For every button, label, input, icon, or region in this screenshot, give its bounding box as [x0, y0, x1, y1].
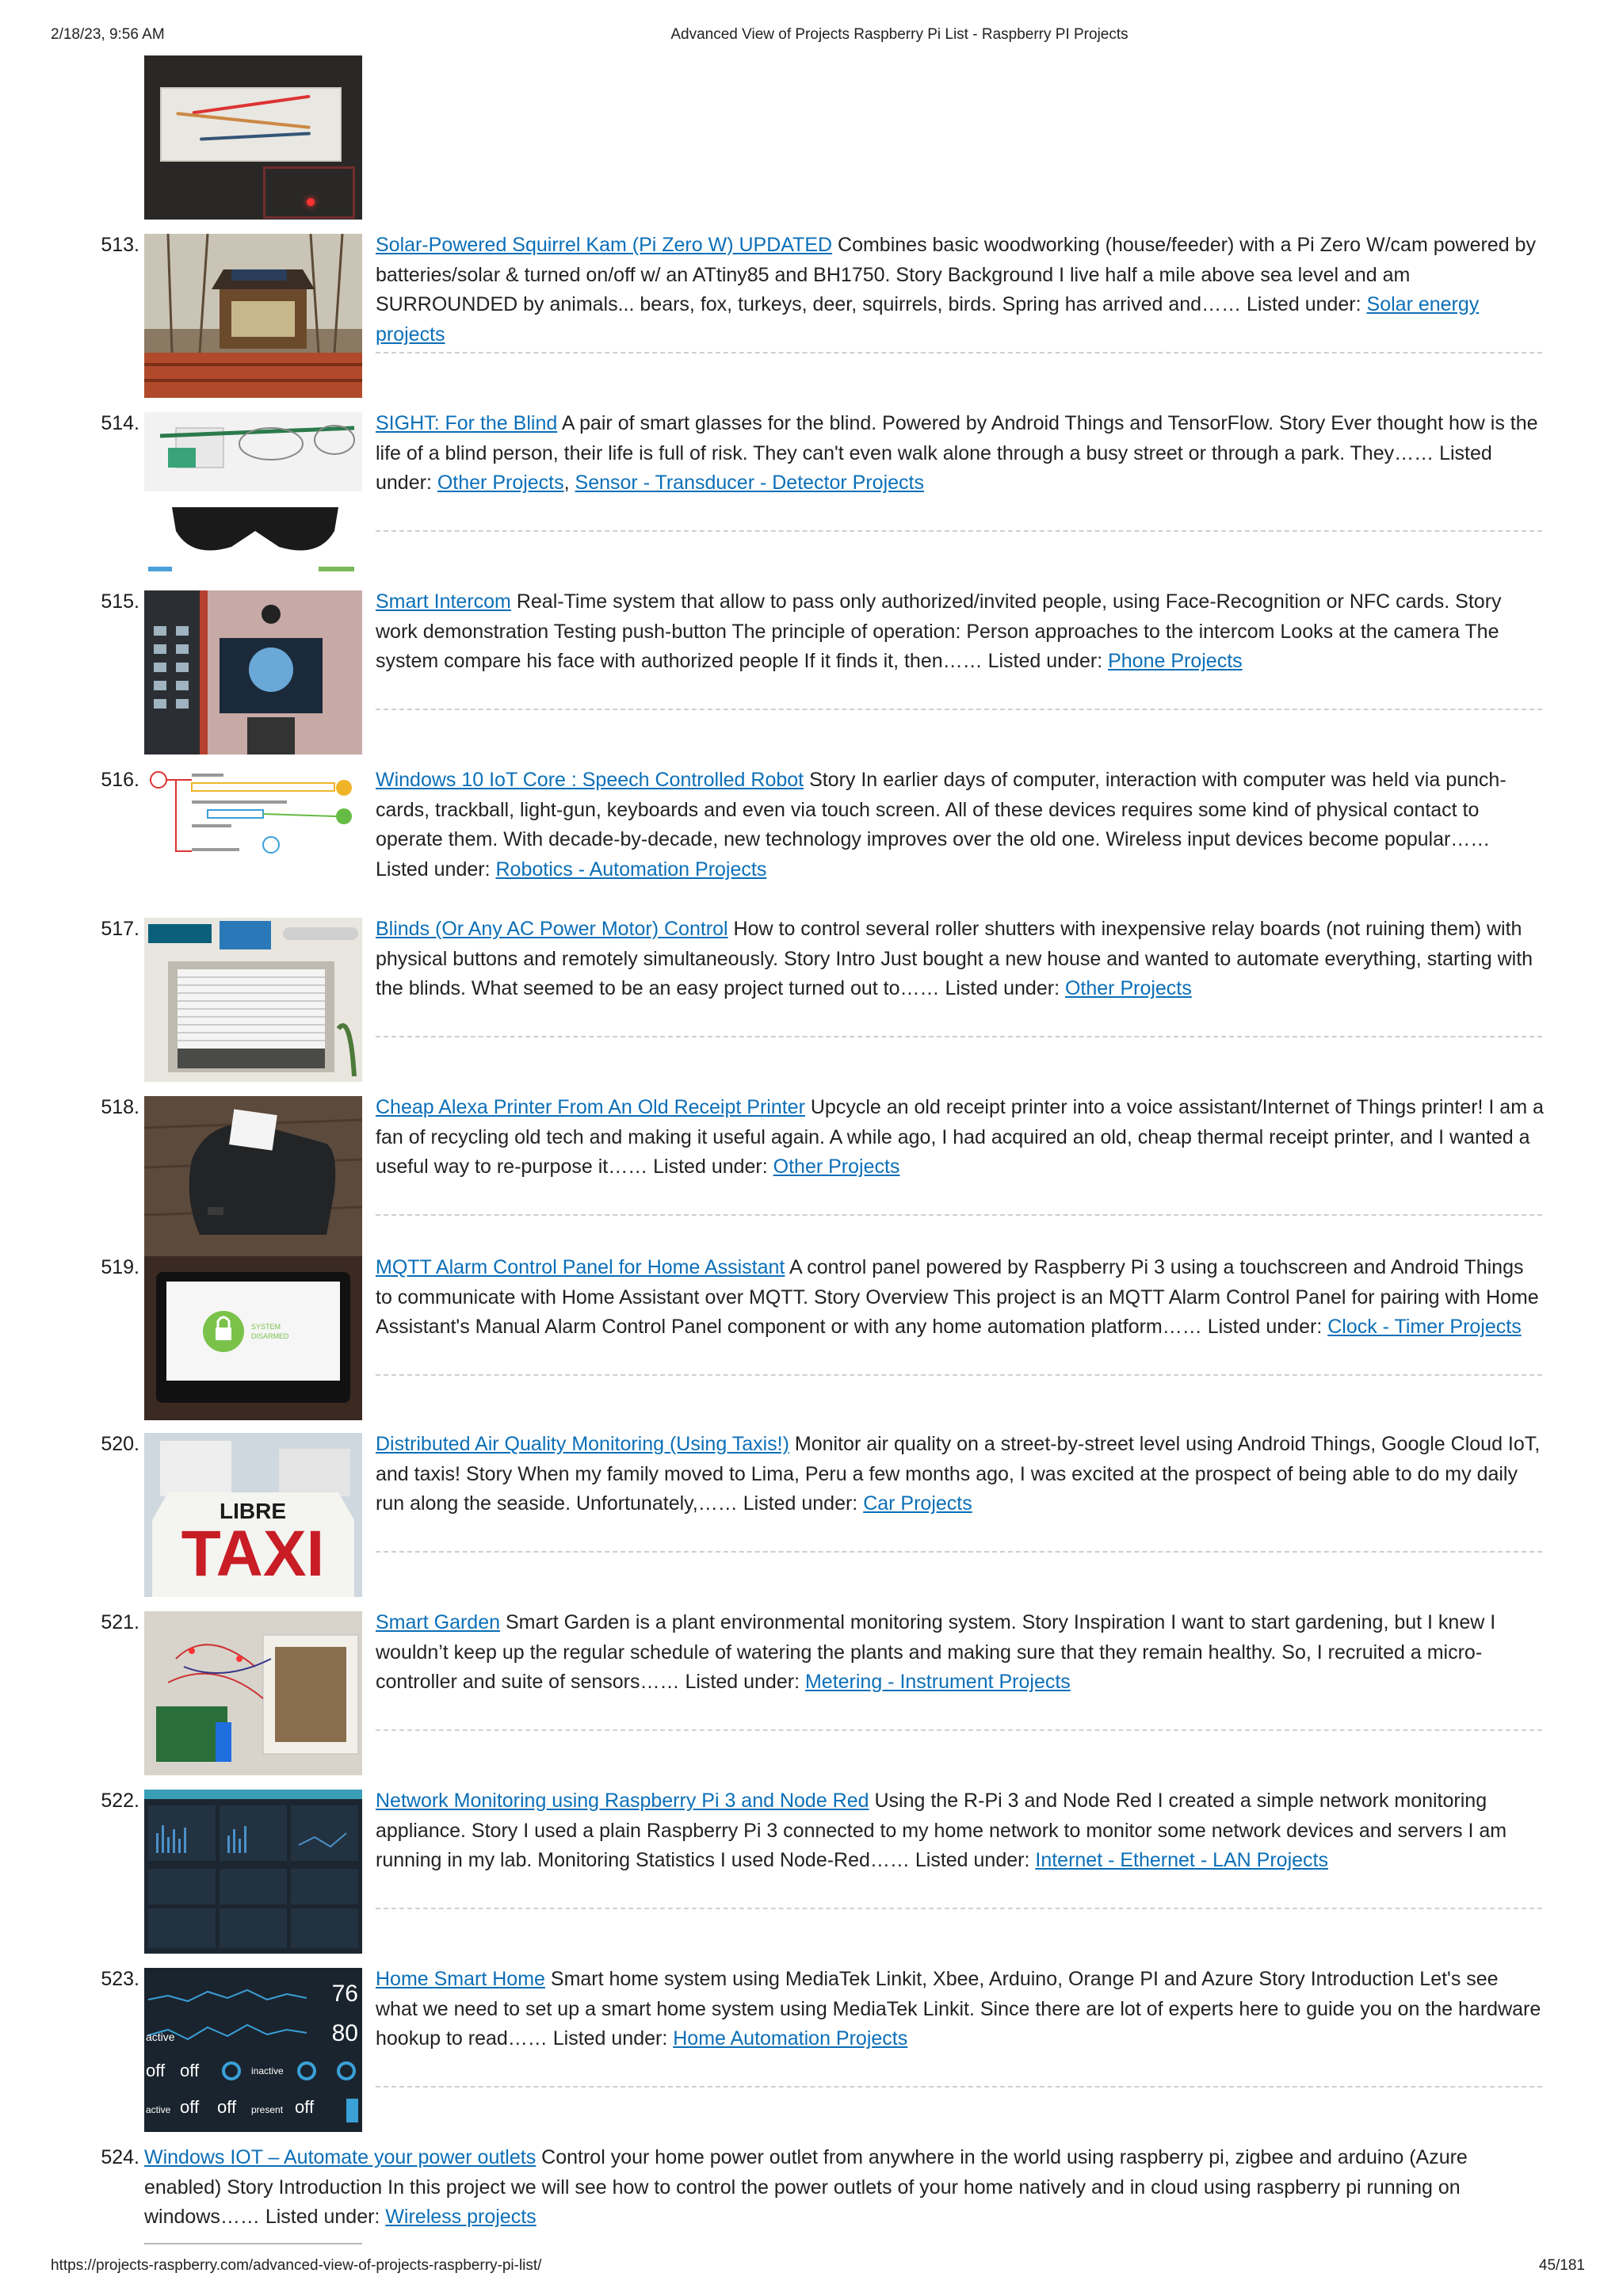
item-description: Monitor air quality on a street-by-street level using Android Things, Google Cloud IoT, and taxis! Story When my family moved to Lima, Peru a few months ago, I was excited at the prospect of being able to do my daily run along the seaside. Unfortunately,…… [376, 1433, 1541, 1515]
divider [144, 2243, 362, 2244]
taxi-top-text: LIBRE [220, 1499, 286, 1523]
print-title: Advanced View of Projects Raspberry Pi List - Raspberry PI Projects [670, 26, 1128, 43]
item-title-link[interactable]: Smart Intercom [376, 590, 511, 613]
category-link[interactable]: Wireless projects [385, 2206, 537, 2228]
item-number: 521. [101, 1611, 139, 1633]
print-page-number: 45/181 [1538, 2257, 1585, 2274]
dash-active-label: active [146, 2104, 171, 2115]
listed-under-label: Listed under: [1207, 1316, 1323, 1338]
item-title-link[interactable]: Windows IOT – Automate your power outlets [144, 2146, 537, 2168]
item-number: 522. [101, 1790, 139, 1812]
dash-value-76: 76 [331, 1981, 358, 2007]
item-number: 519. [101, 1256, 139, 1278]
thumbnail-receipt-printer[interactable] [144, 1096, 362, 1260]
category-link[interactable]: Home Automation Projects [673, 2027, 908, 2050]
item-title-link[interactable]: Cheap Alexa Printer From An Old Receipt Printer [376, 1096, 805, 1118]
dash-off-label: off [146, 2061, 166, 2080]
item-divider [376, 352, 1542, 353]
thumbnail-blinds-control[interactable] [144, 918, 362, 1082]
item-description: Smart home system using MediaTek Linkit, Xbee, Arduino, Orange PI and Azure Story Introduction Let's see what we need to set up a smart home system using MediaTek Linkit. Since there are lot of experts here to guide you on the hardware hookup to read…… [376, 1968, 1541, 2050]
item-divider [376, 709, 1542, 710]
item-divider [376, 1374, 1542, 1376]
item-title-link[interactable]: MQTT Alarm Control Panel for Home Assistant [376, 1256, 785, 1278]
listed-under-label: Listed under: [552, 2027, 668, 2050]
thumbnail-home-smart-home[interactable] [144, 1968, 362, 2132]
item-description: Smart Garden is a plant environmental monitoring system. Story Inspiration I want to start gardening, but I knew I wouldn’t keep up the regular schedule of watering the plants and making sure that they remain healthy. So, I recruited a micro-controller and suite of sensors…… [376, 1611, 1496, 1693]
listed-under-label: Listed under: [945, 977, 1060, 999]
dash-active-label: active [146, 2030, 175, 2043]
item-number: 523. [101, 1968, 139, 1990]
item-description: Real-Time system that allow to pass only authorized/invited people, using Face-Recognition or NFC cards. Story work demonstration Testing push-button The principle of operation: Person approaches to the intercom Looks at the camera The system compare his face with authorized people If it finds it, then…… [376, 590, 1502, 672]
category-link[interactable]: Internet - Ethernet - LAN Projects [1035, 1849, 1328, 1871]
dash-inactive-label: inactive [251, 2065, 284, 2076]
item-number: 516. [101, 769, 139, 791]
thumbnail-smart-intercom[interactable] [144, 590, 362, 755]
item-divider [376, 1908, 1542, 1909]
category-link[interactable]: Solar energy projects [376, 293, 1480, 346]
mqtt-status-text: SYSTEM [251, 1323, 281, 1331]
thumbnail-network-monitoring[interactable] [144, 1790, 362, 1954]
listed-under-label: Listed under: [987, 650, 1103, 672]
item-divider [376, 1551, 1542, 1553]
category-link[interactable]: Sensor - Transducer - Detector Projects [575, 472, 924, 494]
thumbnail-speech-robot-diagram[interactable] [144, 769, 362, 872]
item-number: 517. [101, 918, 139, 940]
item-description: Upcycle an old receipt printer into a voice assistant/Internet of Things printer! I am a fan of recycling old tech and making it useful again. A while ago, I had acquired an old, cheap thermal receipt printer, and I wanted a useful way to re-purpose it…… [376, 1096, 1544, 1178]
listed-under-label: Listed under: [265, 2206, 380, 2228]
item-description: Control your home power outlet from anywhere in the world using raspberry pi, zigbee and arduino (Azure enabled) Story Introduction In this project we will see how to control the power outlets of your home natively and in cloud using raspberry pi running on windows…… [144, 2146, 1468, 2228]
category-link[interactable]: Clock - Timer Projects [1327, 1316, 1522, 1338]
item-description: Combines basic woodworking (house/feeder) with a Pi Zero W/cam powered by batteries/solar & turned on/off w/ an ATtiny85 and BH1750. Story Background I live half a mile above sea level and am SURROUNDED by animals... bears, fox, turkeys, deer, squirrels, birds. Spring has arrived and…… [376, 234, 1536, 315]
category-link[interactable]: Phone Projects [1108, 650, 1243, 672]
listed-under-label: Listed under: [653, 1156, 768, 1178]
item-title-link[interactable]: Smart Garden [376, 1611, 501, 1633]
item-number: 513. [101, 234, 139, 256]
item-title-link[interactable]: SIGHT: For the Blind [376, 412, 558, 434]
item-title-link[interactable]: Blinds (Or Any AC Power Motor) Control [376, 918, 728, 940]
listed-under-label: Listed under: [376, 441, 1492, 494]
thumbnail-sight-glasses[interactable] [144, 412, 362, 576]
item-title-link[interactable]: Windows 10 IoT Core : Speech Controlled Robot [376, 769, 804, 791]
print-url: https://projects-raspberry.com/advanced-view-of-projects-raspberry-pi-list/ [51, 2257, 542, 2274]
item-title-link[interactable]: Distributed Air Quality Monitoring (Using Taxis!) [376, 1433, 789, 1455]
item-description: Using the R-Pi 3 and Node Red I created a simple network monitoring appliance. Story I used a plain Raspberry Pi 3 connected to my home network to monitor some network devices and servers I am running in my lab. Monitoring Statistics I used Node-Red…… [376, 1790, 1507, 1871]
item-description: A control panel powered by Raspberry Pi 3 using a touchscreen and Android Things to communicate with Home Assistant over MQTT. Story Overview This project is an MQTT Alarm Control Panel for pairing with Home Assistant's Manual Alarm Control Panel component or with any home automation platform…… [376, 1256, 1539, 1338]
listed-under-label: Listed under: [915, 1849, 1030, 1871]
item-number: 524. [101, 2146, 139, 2168]
item-number: 520. [101, 1433, 139, 1455]
item-number: 515. [101, 590, 139, 613]
category-link[interactable]: Other Projects [1064, 977, 1192, 999]
item-divider [376, 1036, 1542, 1037]
category-link[interactable]: Robotics - Automation Projects [495, 858, 767, 881]
category-link[interactable]: Other Projects [437, 472, 564, 494]
item-number: 518. [101, 1096, 139, 1118]
thumbnail-mqtt-alarm-panel[interactable] [144, 1256, 362, 1420]
thumbnail-smart-garden[interactable] [144, 1611, 362, 1775]
item-divider [376, 2086, 1542, 2088]
listed-under-label: Listed under: [1247, 293, 1361, 315]
dash-off-label: off [180, 2097, 200, 2117]
dash-value-80: 80 [331, 2020, 358, 2046]
print-header [0, 26, 1623, 50]
item-divider [376, 530, 1542, 532]
taxi-main-text: TAXI [181, 1518, 325, 1590]
item-title-link[interactable]: Home Smart Home [376, 1968, 545, 1990]
item-title-link[interactable]: Solar-Powered Squirrel Kam (Pi Zero W) UPDATED [376, 234, 833, 256]
listed-under-label: Listed under: [743, 1492, 858, 1515]
thumbnail-squirrel-kam[interactable] [144, 234, 362, 398]
item-description: How to control several roller shutters with inexpensive relay boards (not ruining them) with physical buttons and remotely simultaneously. Story Intro Just bought a new house and wanted to automate everything, starting with the blinds. What seemed to be an easy project turned out to…… [376, 918, 1533, 999]
category-link[interactable]: Metering - Instrument Projects [804, 1671, 1071, 1693]
print-footer [0, 2257, 1623, 2281]
dash-off-label: off [217, 2097, 237, 2117]
item-number: 514. [101, 412, 139, 434]
item-title-link[interactable]: Network Monitoring using Raspberry Pi 3 and Node Red [376, 1790, 869, 1812]
item-description: A pair of smart glasses for the blind. Powered by Android Things and TensorFlow. Story Ever thought how is the life of a blind person, their life is full of risk. They can't even walk alone through a busy street or through a park. They…… [376, 412, 1538, 464]
thumbnail-partial [144, 55, 362, 220]
item-description: Story In earlier days of computer, interaction with computer was held via punch-cards, trackball, light-gun, keyboards and even via touch screen. All of these devices requires some kind of physical contact to operate them. With decade-by-decade, new technology improves over the old one. Wireless input devices become popular…… [376, 769, 1507, 850]
print-datetime: 2/18/23, 9:56 AM [51, 26, 165, 43]
listed-under-label: Listed under: [376, 858, 491, 881]
item-divider [376, 1214, 1542, 1216]
dash-off-label: off [295, 2097, 315, 2117]
item-divider [376, 1729, 1542, 1731]
listed-under-label: Listed under: [685, 1671, 800, 1693]
dash-present-label: present [251, 2104, 284, 2115]
thumbnail-taxi[interactable] [144, 1433, 362, 1597]
category-link[interactable]: Other Projects [773, 1156, 900, 1178]
mqtt-status-text-2: DISARMED [251, 1332, 289, 1340]
category-link[interactable]: Car Projects [863, 1492, 972, 1515]
dash-off-label: off [180, 2061, 200, 2080]
